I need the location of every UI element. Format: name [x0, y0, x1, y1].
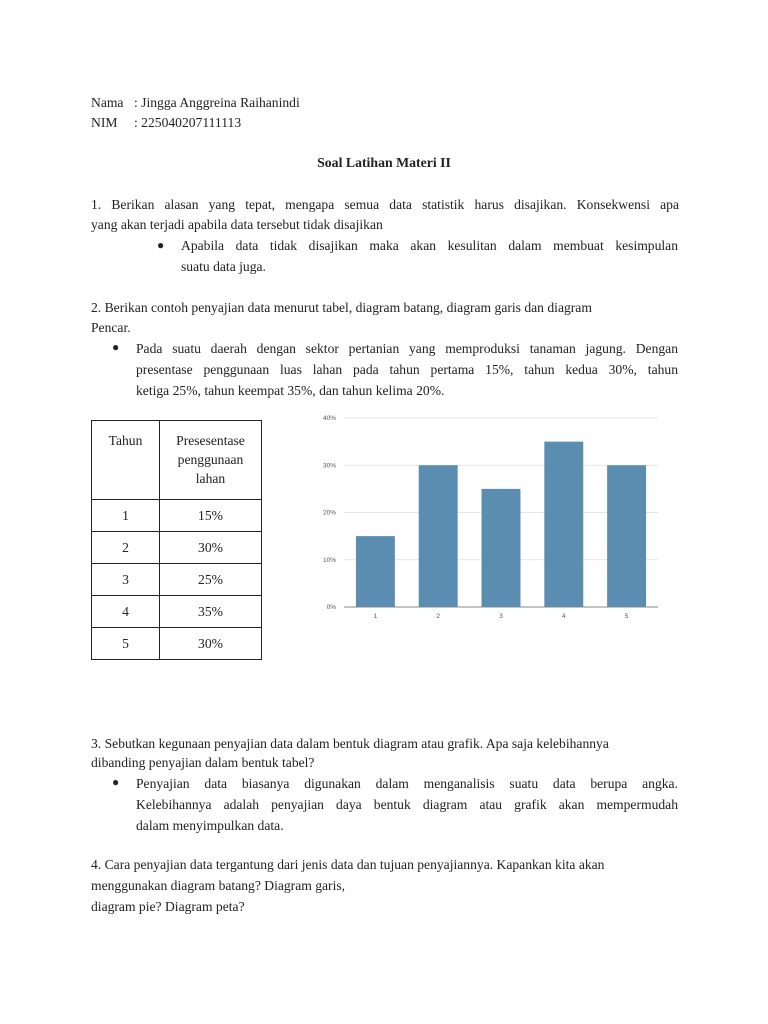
- bar-chart: [312, 402, 671, 632]
- q3-line1: 3. Sebutkan kegunaan penyajian data dalam bentuk diagram atau grafik. Apa saja kelebihannya: [91, 736, 609, 751]
- q2-line1: 2. Berikan contoh penyajian data menurut tabel, diagram batang, diagram garis dan diagram: [91, 300, 592, 315]
- q3-answer-line1: Penyajian data biasanya digunakan dalam menganalisis suatu data berupa angka.: [136, 776, 678, 791]
- y-tick-label: 20%: [322, 509, 336, 517]
- bullet-icon: ●: [157, 238, 165, 252]
- table-row: [92, 564, 262, 596]
- bar: [419, 465, 458, 607]
- q4-line2: menggunakan diagram batang? Diagram garis,: [91, 878, 346, 893]
- table-cell-percentage: 35%: [160, 596, 262, 628]
- x-tick-label: 3: [499, 613, 503, 620]
- bar: [482, 489, 521, 607]
- table-cell-percentage: 15%: [160, 500, 262, 532]
- y-tick-label: 10%: [322, 556, 336, 564]
- x-tick-label: 5: [624, 613, 629, 620]
- page-title: Soal Latihan Materi II: [317, 155, 451, 170]
- table-cell-year: 5: [92, 628, 160, 660]
- table-cell-percentage: 25%: [160, 564, 262, 596]
- q3-answer-line2: Kelebihannya adalah penyajian daya bentuk diagram atau grafik akan mempermudah: [136, 797, 678, 812]
- table-row: [92, 500, 262, 532]
- table-row: [92, 596, 262, 628]
- table-cell-year: 2: [92, 532, 160, 564]
- table-cell-percentage: 30%: [160, 628, 262, 660]
- q2-answer-line3: ketiga 25%, tahun keempat 35%, dan tahun kelima 20%.: [136, 383, 445, 398]
- nim-value: : 225040207111113: [134, 115, 242, 130]
- q1-answer-line2: suatu data juga.: [181, 259, 266, 274]
- table-row: [92, 628, 262, 660]
- x-tick-label: 1: [373, 613, 378, 620]
- x-tick-label: 2: [436, 613, 441, 620]
- q1-line1: 1. Berikan alasan yang tepat, mengapa semua data statistik harus disajikan. Konsekwensi apa: [91, 197, 679, 212]
- y-tick-label: 30%: [322, 462, 336, 470]
- table-header-row: [92, 421, 262, 500]
- q2-answer-line1: Pada suatu daerah dengan sektor pertanian yang memproduksi tanaman jagung. Dengan: [136, 341, 678, 356]
- q2-answer-line2: presentase penggunaan luas lahan pada tahun pertama 15%, tahun kedua 30%, tahun: [136, 362, 678, 377]
- table-cell-year: 3: [92, 564, 160, 596]
- name-value: : Jingga Anggreina Raihanindi: [134, 95, 300, 110]
- q3-line2: dibanding penyajian dalam bentuk tabel?: [91, 755, 315, 770]
- x-tick-label: 4: [561, 613, 566, 620]
- q3-answer-line3: dalam menyimpulkan data.: [136, 818, 284, 833]
- bar: [356, 536, 395, 607]
- q1-answer-line1: Apabila data tidak disajikan maka akan kesulitan dalam membuat kesimpulan: [181, 238, 678, 253]
- bullet-icon: ●: [112, 775, 120, 789]
- table-cell-year: 1: [92, 500, 160, 532]
- name-label: Nama: [91, 95, 124, 110]
- bar: [607, 465, 646, 607]
- y-tick-label: 40%: [322, 415, 336, 422]
- bullet-icon: ●: [112, 340, 120, 354]
- table-header-percentage-line3: lahan: [195, 471, 226, 486]
- bar-chart-svg: [312, 402, 671, 632]
- q4-line3: diagram pie? Diagram peta?: [91, 899, 245, 914]
- table-row: [92, 532, 262, 564]
- y-tick-label: 0%: [326, 604, 336, 611]
- q4-line1: 4. Cara penyajian data tergantung dari jenis data dan tujuan penyajiannya. Kapankan kita akan: [91, 857, 605, 872]
- table-header-year: Tahun: [92, 421, 160, 500]
- q1-line2: yang akan terjadi apabila data tersebut tidak disajikan: [91, 217, 383, 232]
- table-cell-percentage: 30%: [160, 532, 262, 564]
- table-header-percentage: [160, 421, 262, 500]
- table-header-percentage-line2: penggunaan: [177, 452, 244, 467]
- bar: [544, 442, 583, 607]
- table-header-percentage-line1: Presesentase: [176, 433, 245, 448]
- data-table: [91, 420, 262, 660]
- table-cell-year: 4: [92, 596, 160, 628]
- q2-line2: Pencar.: [91, 320, 131, 335]
- nim-label: NIM: [91, 115, 118, 130]
